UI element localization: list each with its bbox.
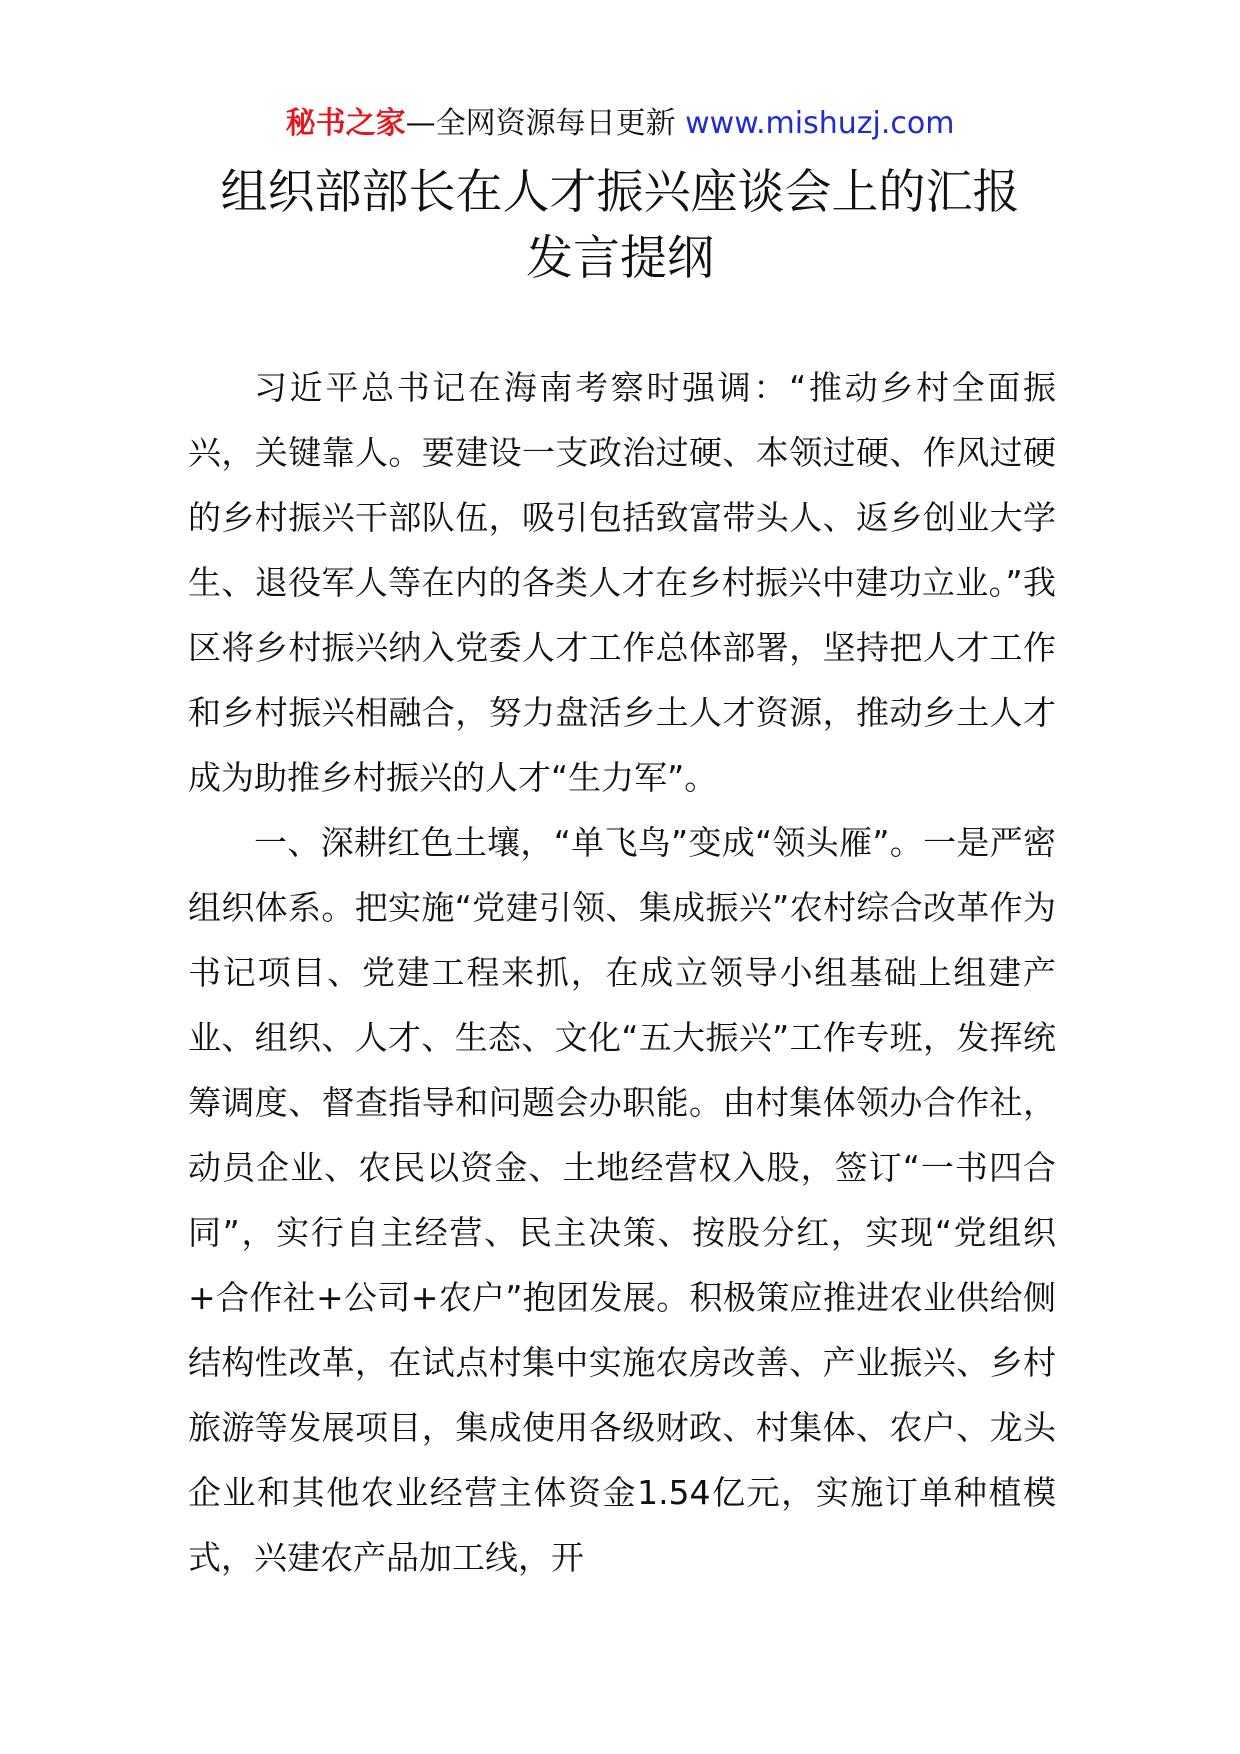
title-line-2: 发言提纲 — [526, 231, 714, 286]
paragraph-intro: 习近平总书记在海南考察时强调：“推动乡村全面振兴，关键靠人。要建设一支政治过硬、本领过硬、作风过硬的乡村振兴干部队伍，吸引包括致富带头人、返乡创业大学生、退役军人等在内的各类人才在乡村振兴中建功立业。”我区将乡村振兴纳入党委人才工作总体部署，坚持把人才工作和乡村振兴相融合，努力盘活乡土人才资源，推动乡土人才成为助推乡村振兴的人才“生力军”。 — [188, 368, 1056, 797]
title-line-1: 组织部部长在人才振兴座谈会上的汇报 — [220, 165, 1020, 220]
site-url: www.mishuzj.com — [685, 106, 955, 141]
document-body — [188, 355, 1056, 1590]
site-brand: 秘书之家 — [285, 106, 406, 141]
paragraph-section-1: 一、深耕红色土壤，“单飞鸟”变成“领头雁”。一是严密组织体系。把实施“党建引领、集成振兴”农村综合改革作为书记项目、党建工程来抓，在成立领导小组基础上组建产业、组织、人才、生态、文化“五大振兴”工作专班，发挥统筹调度、督查指导和问题会办职能。由村集体领办合作社，动员企业、农民以资金、土地经营权入股，签订“一书四合同”，实行自主经营、民主决策、按股分红，实现“党组织+合作社+公司+农户”抱团发展。积极策应推进农业供给侧结构性改革，在试点村集中实施农房改善、产业振兴、乡村旅游等发展项目，集成使用各级财政、村集体、农户、龙头企业和其他农业经营主体资金1.54亿元，实施订单种植模式，兴建农产品加工线，开 — [188, 823, 1056, 1577]
site-banner — [0, 104, 1240, 144]
document-title — [0, 160, 1240, 292]
site-tagline: —全网资源每日更新 — [405, 106, 686, 141]
